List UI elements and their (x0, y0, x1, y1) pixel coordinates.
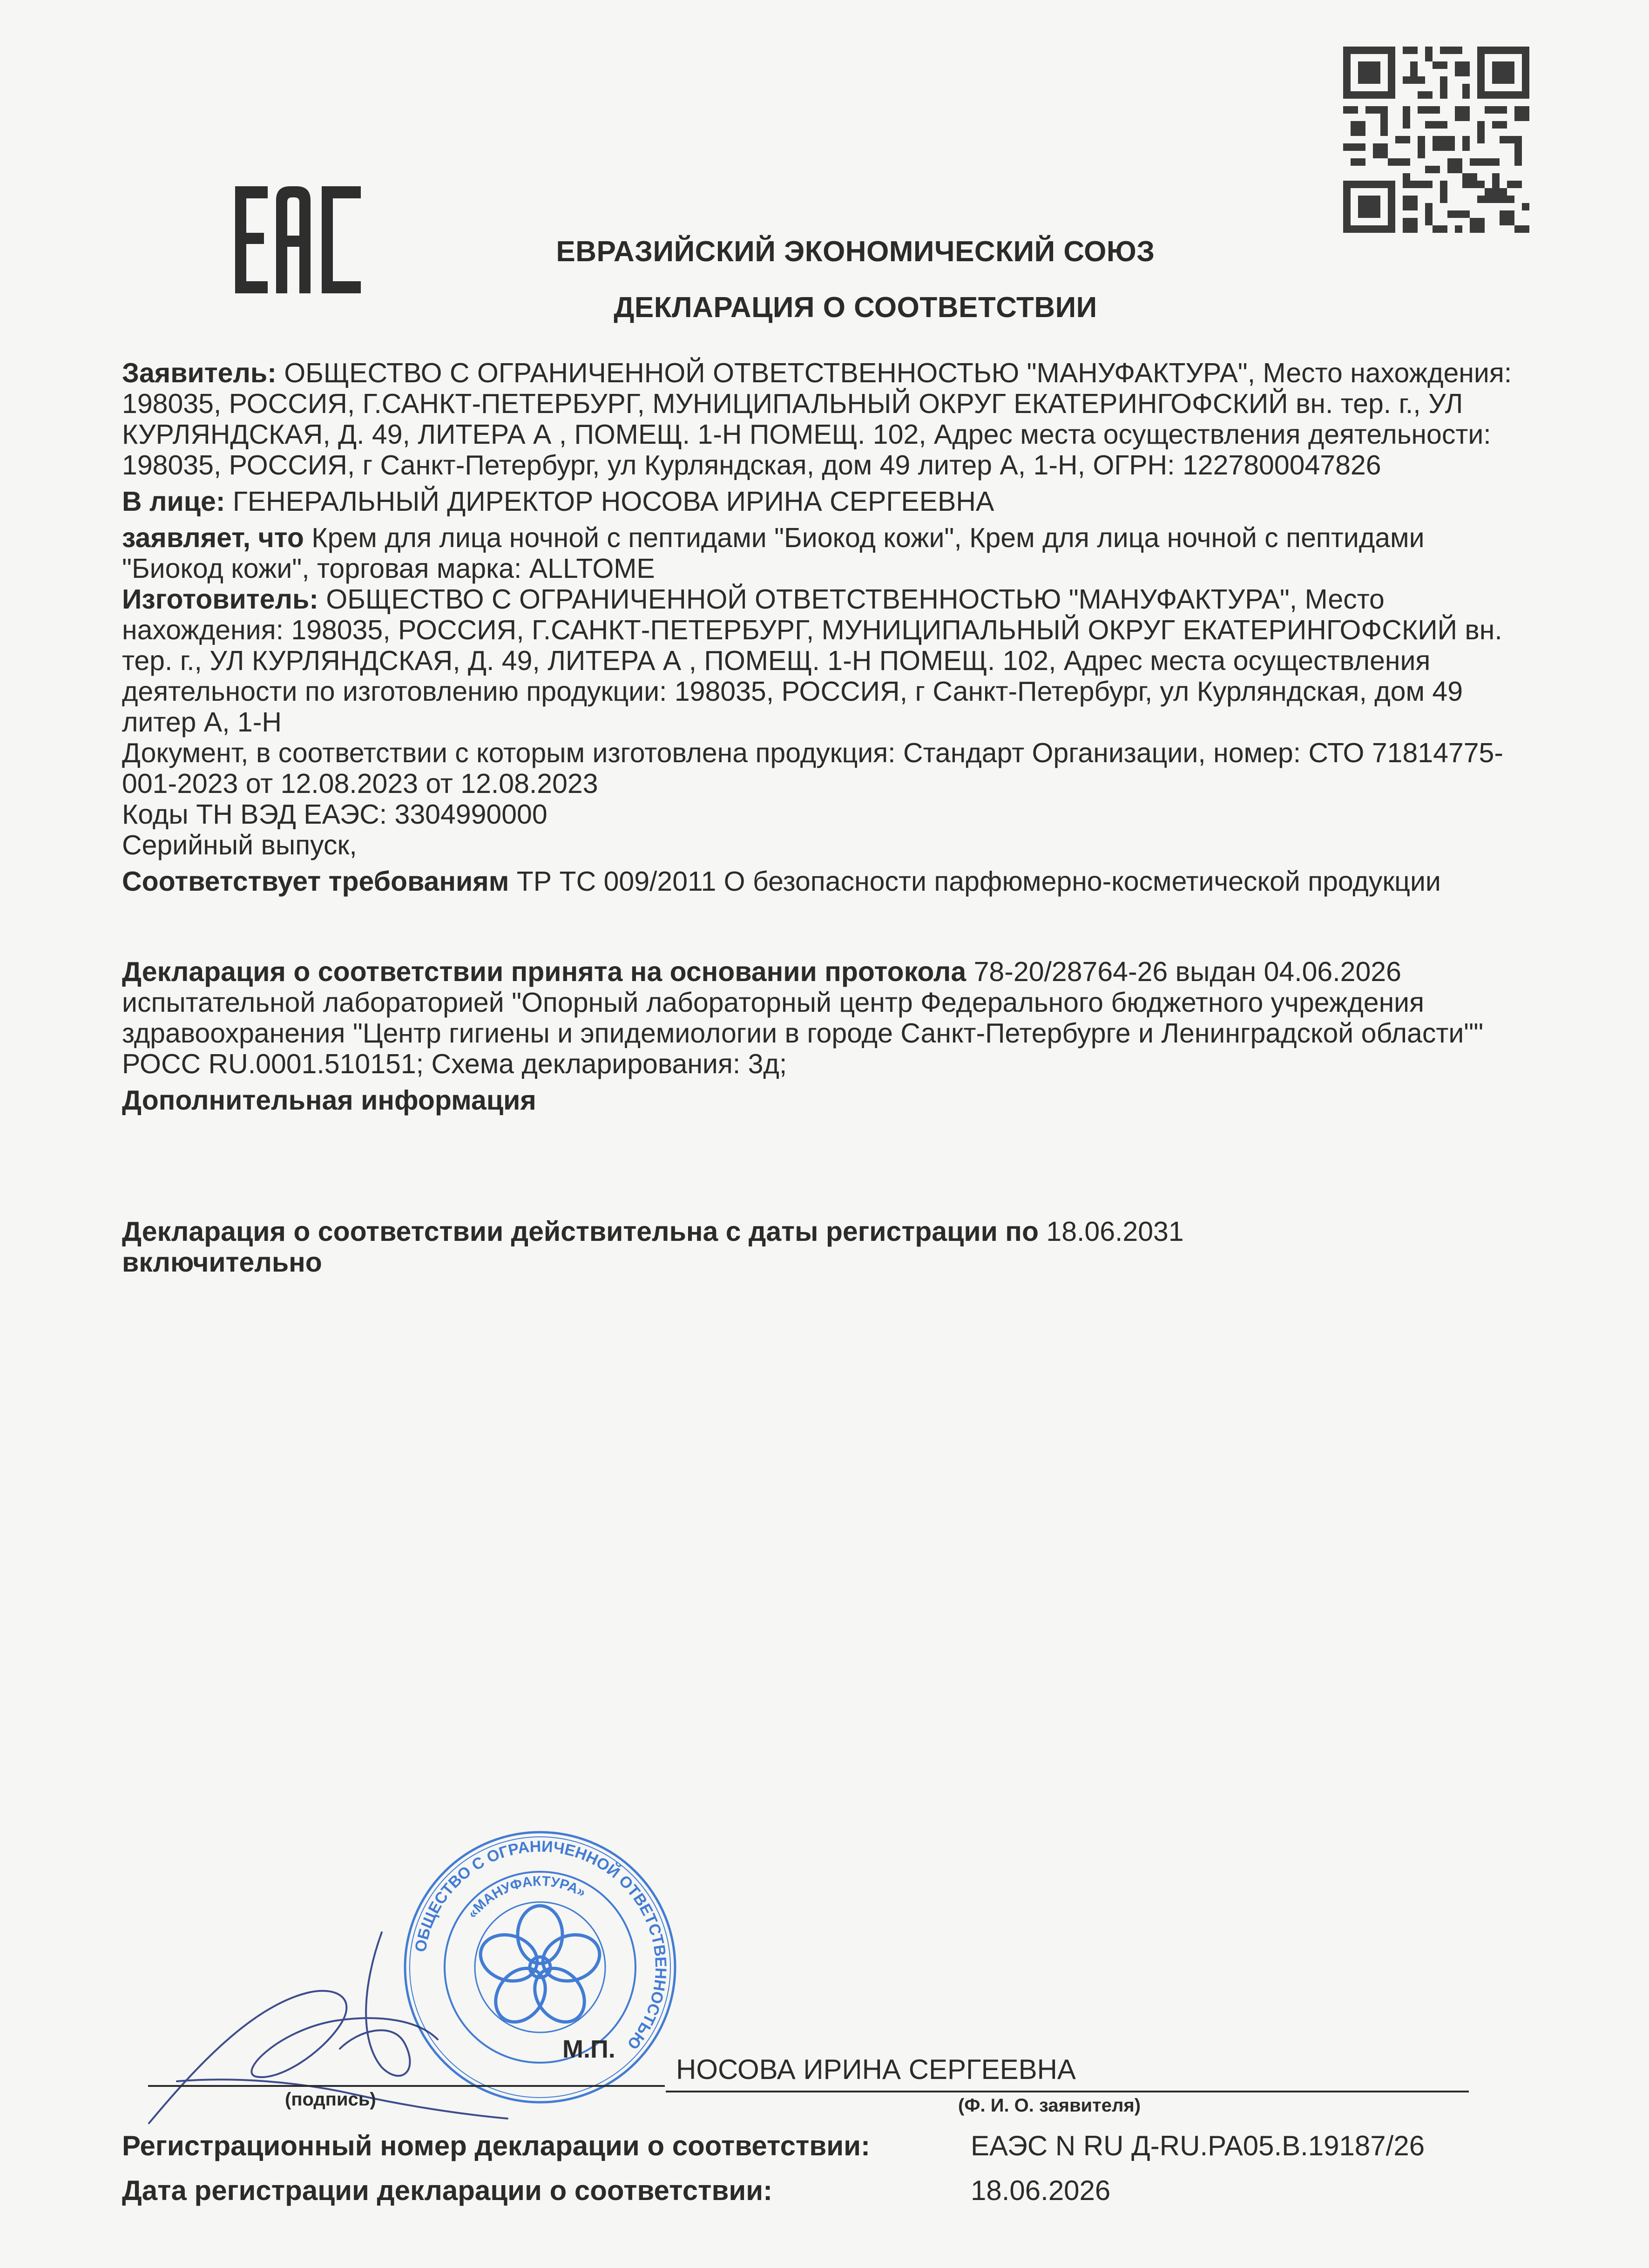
applicant-label: Заявитель: (122, 358, 277, 388)
registration-number: ЕАЭС N RU Д-RU.PA05.B.19187/26 (971, 2130, 1425, 2161)
signer-name: НОСОВА ИРИНА СЕРГЕЕВНА (676, 2054, 1076, 2085)
validity-label: Декларация о соответствии действительна с даты регистрации по (122, 1216, 1039, 1247)
basis-text: 78-20/28764-26 выдан 04.06.2026 испытательной лабораторией "Опорный лабораторный центр Федерального бюджетного учреждения здравоохранения "Центр гигиены и эпидемиологии в городе Санкт-Петербурге и Ленинградской области"" РОСС RU.0001.510151; Схема декларирования: 3д; (122, 956, 1484, 1079)
standard-document: Документ, в соответствии с которым изготовлена продукция: Стандарт Организации, номер: СТО 71814775-001-2023 от 12.08.2023 от 12.08.2023 (122, 738, 1503, 799)
declares-text: Крем для лица ночной с пептидами "Биокод кожи", Крем для лица ночной с пептидами "Биокод кожи", торговая марка: ALLTOME (122, 522, 1425, 584)
applicant-text: ОБЩЕСТВО С ОГРАНИЧЕННОЙ ОТВЕТСТВЕННОСТЬЮ "МАНУФАКТУРА", Место нахождения: 198035, РОССИЯ, Г.САНКТ-ПЕТЕРБУРГ, МУНИЦИПАЛЬНЫЙ ОКРУГ ЕКАТЕРИНГОФСКИЙ вн. тер. г., УЛ КУРЛЯНДСКАЯ, Д. 49, ЛИТЕРА А , ПОМЕЩ. 1-Н ПОМЕЩ. 102, Адрес места осуществления деятельности: 198035, РОССИЯ, г Санкт-Петербург, ул Курляндская, дом 49 литер А, 1-Н, ОГРН: 1227800047826 (122, 358, 1512, 481)
svg-text:ОБЩЕСТВО С ОГРАНИЧЕННОЙ ОТВЕТС: ОБЩЕСТВО С ОГРАНИЧЕННОЙ ОТВЕТСТВЕННОСТЬЮ (412, 1837, 670, 2053)
manufacturer-label: Изготовитель: (122, 584, 318, 615)
name-line (666, 2091, 1469, 2092)
additional-info-heading: Дополнительная информация (122, 1085, 536, 1116)
svg-text:«МАНУФАКТУРА»: «МАНУФАКТУРА» (464, 1873, 588, 1922)
qr-code (1343, 47, 1529, 233)
representative-paragraph (122, 486, 1519, 517)
manufacturer-text: ОБЩЕСТВО С ОГРАНИЧЕННОЙ ОТВЕТСТВЕННОСТЬЮ "МАНУФАКТУРА", Место нахождения: 198035, РОССИЯ, Г.САНКТ-ПЕТЕРБУРГ, МУНИЦИПАЛЬНЫЙ ОКРУГ ЕКАТЕРИНГОФСКИЙ вн. тер. г., УЛ КУРЛЯНДСКАЯ, Д. 49, ЛИТЕРА А , ПОМЕЩ. 1-Н ПОМЕЩ. 102, Адрес места осуществления деятельности по изготовлению продукции: 198035, РОССИЯ, г Санкт-Петербург, ул Курляндская, дом 49 литер А, 1-Н (122, 584, 1502, 738)
conformity-paragraph (122, 866, 1519, 897)
serial-release: Серийный выпуск, (122, 830, 357, 860)
stamp-place-label: М.П. (562, 2035, 615, 2063)
basis-label: Декларация о соответствии принята на основании протокола (122, 956, 966, 987)
registration-date-label: Дата регистрации декларации о соответствии: (122, 2175, 773, 2206)
manufacturer-paragraph (122, 584, 1519, 738)
declares-label: заявляет, что (122, 522, 304, 553)
conformity-label: Соответствует требованиям (122, 866, 509, 897)
signature-line (148, 2085, 665, 2087)
representative-label: В лице: (122, 486, 225, 517)
validity-tail: включительно (122, 1247, 322, 1278)
registration-number-label: Регистрационный номер декларации о соответствии: (122, 2130, 870, 2161)
declares-paragraph (122, 522, 1519, 584)
signature-caption: (подпись) (285, 2089, 376, 2110)
validity-paragraph (122, 1216, 1519, 1278)
document-title: ДЕКЛАРАЦИЯ О СООТВЕТСТВИИ (614, 291, 1097, 324)
conformity-text: ТР ТС 009/2011 О безопасности парфюмерно-косметической продукции (509, 866, 1441, 897)
eac-logo (235, 186, 361, 293)
representative-text: ГЕНЕРАЛЬНЫЙ ДИРЕКТОР НОСОВА ИРИНА СЕРГЕЕВНА (225, 486, 994, 517)
applicant-paragraph (122, 358, 1519, 481)
union-title: ЕВРАЗИЙСКИЙ ЭКОНОМИЧЕСКИЙ СОЮЗ (556, 236, 1155, 268)
basis-paragraph (122, 956, 1519, 1079)
name-caption: (Ф. И. О. заявителя) (958, 2095, 1141, 2116)
validity-date: 18.06.2031 (1038, 1216, 1184, 1247)
registration-date: 18.06.2026 (971, 2175, 1111, 2206)
declaration-body (122, 358, 1519, 1278)
tn-ved-codes: Коды ТН ВЭД ЕАЭС: 3304990000 (122, 799, 547, 830)
